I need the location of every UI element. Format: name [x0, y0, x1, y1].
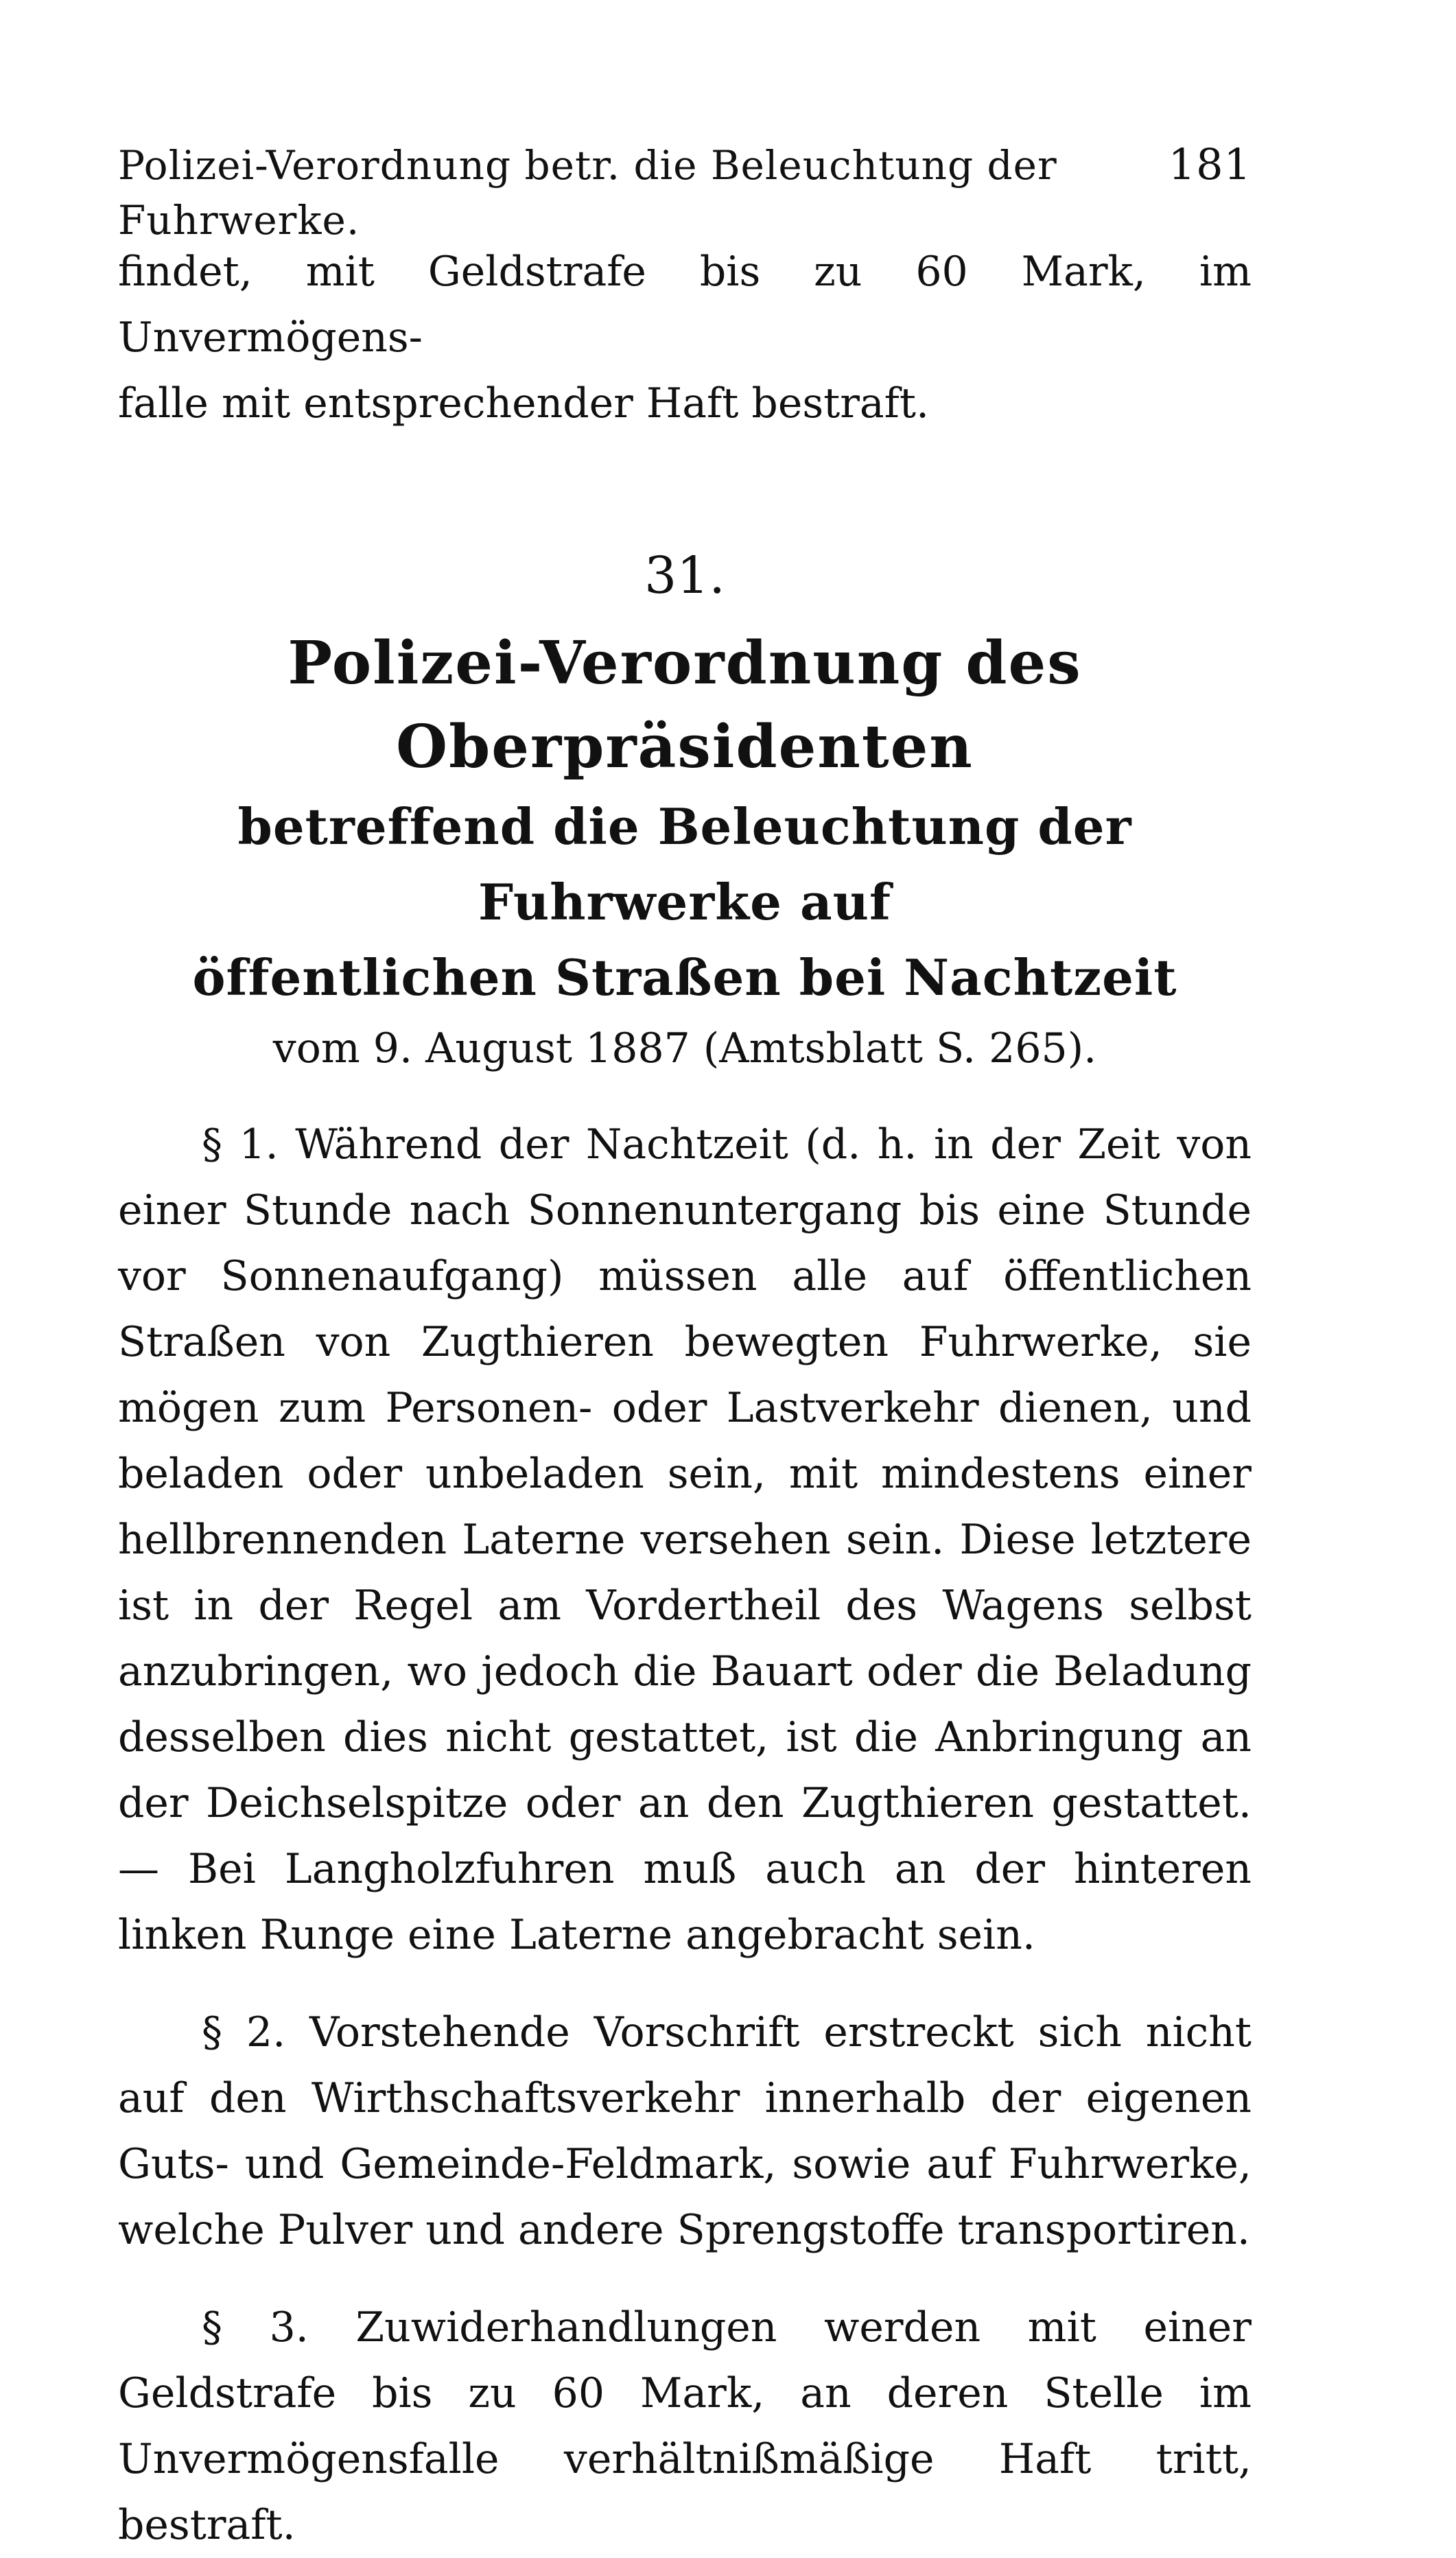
section-title-line: Polizei-Verordnung des Oberpräsidenten	[287, 629, 1082, 782]
section-title-line: öffentlichen Straßen bei Nachtzeit	[192, 948, 1177, 1007]
running-head-title: Polizei-Verordnung betr. die Beleuchtung der Fuhrwerke.	[118, 142, 1057, 244]
paragraph-2: § 2. Vorstehende Vorschrift erstreckt sich nicht auf den Wirthschaftsverkehr innerhalb der eigenen Guts- und Gemeinde-Feldmark, sowie auf Fuhrwerke, welche Pulver und andere Sprengstoffe transportiren.	[118, 2008, 1252, 2254]
page-number: 181	[1168, 139, 1252, 189]
carryover-line: findet, mit Geldstrafe bis zu 60 Mark, im Unvermögens-	[118, 248, 1252, 362]
section-date-line: vom 9. August 1887 (Amtsblatt S. 265).	[272, 1024, 1097, 1072]
paragraph-gap	[118, 1968, 1252, 1999]
paragraph-gap	[118, 2263, 1252, 2295]
paragraph-1: § 1. Während der Nachtzeit (d. h. in der Zeit von einer Stunde nach Sonnenuntergang bis eine Stunde vor Sonnenaufgang) müssen alle auf öffentlichen Straßen von Zugthieren bewegten Fuhrwerke, sie mögen zum Personen- oder Lastverkehr dienen, und beladen oder unbeladen sein, mit mindestens einer hellbrennenden Laterne versehen sein. Diese letztere ist in der Regel am Vordertheil des Wagens selbst anzubringen, wo jedoch die Bauart oder die Beladung desselben dies nicht gestattet, ist die Anbringung an der Deichselspitze oder an den Zugthieren gestattet. — Bei Langholzfuhren muß auch an der hinteren linken Runge eine Laterne angebracht sein.	[118, 1120, 1252, 1959]
section-title	[118, 622, 1252, 1081]
section-title-line: betreffend die Beleuchtung der Fuhrwerke auf	[237, 797, 1132, 931]
carryover-text	[118, 239, 1252, 436]
carryover-line: falle mit entsprechender Haft bestraft.	[118, 379, 930, 427]
book-page	[118, 137, 1252, 2558]
section-number: 31.	[644, 546, 725, 605]
paragraph-3: § 3. Zuwiderhandlungen werden mit einer Geldstrafe bis zu 60 Mark, an deren Stelle im Unvermögensfalle verhältnißmäßige Haft tritt, bestraft.	[118, 2303, 1252, 2549]
running-head	[118, 137, 1252, 244]
